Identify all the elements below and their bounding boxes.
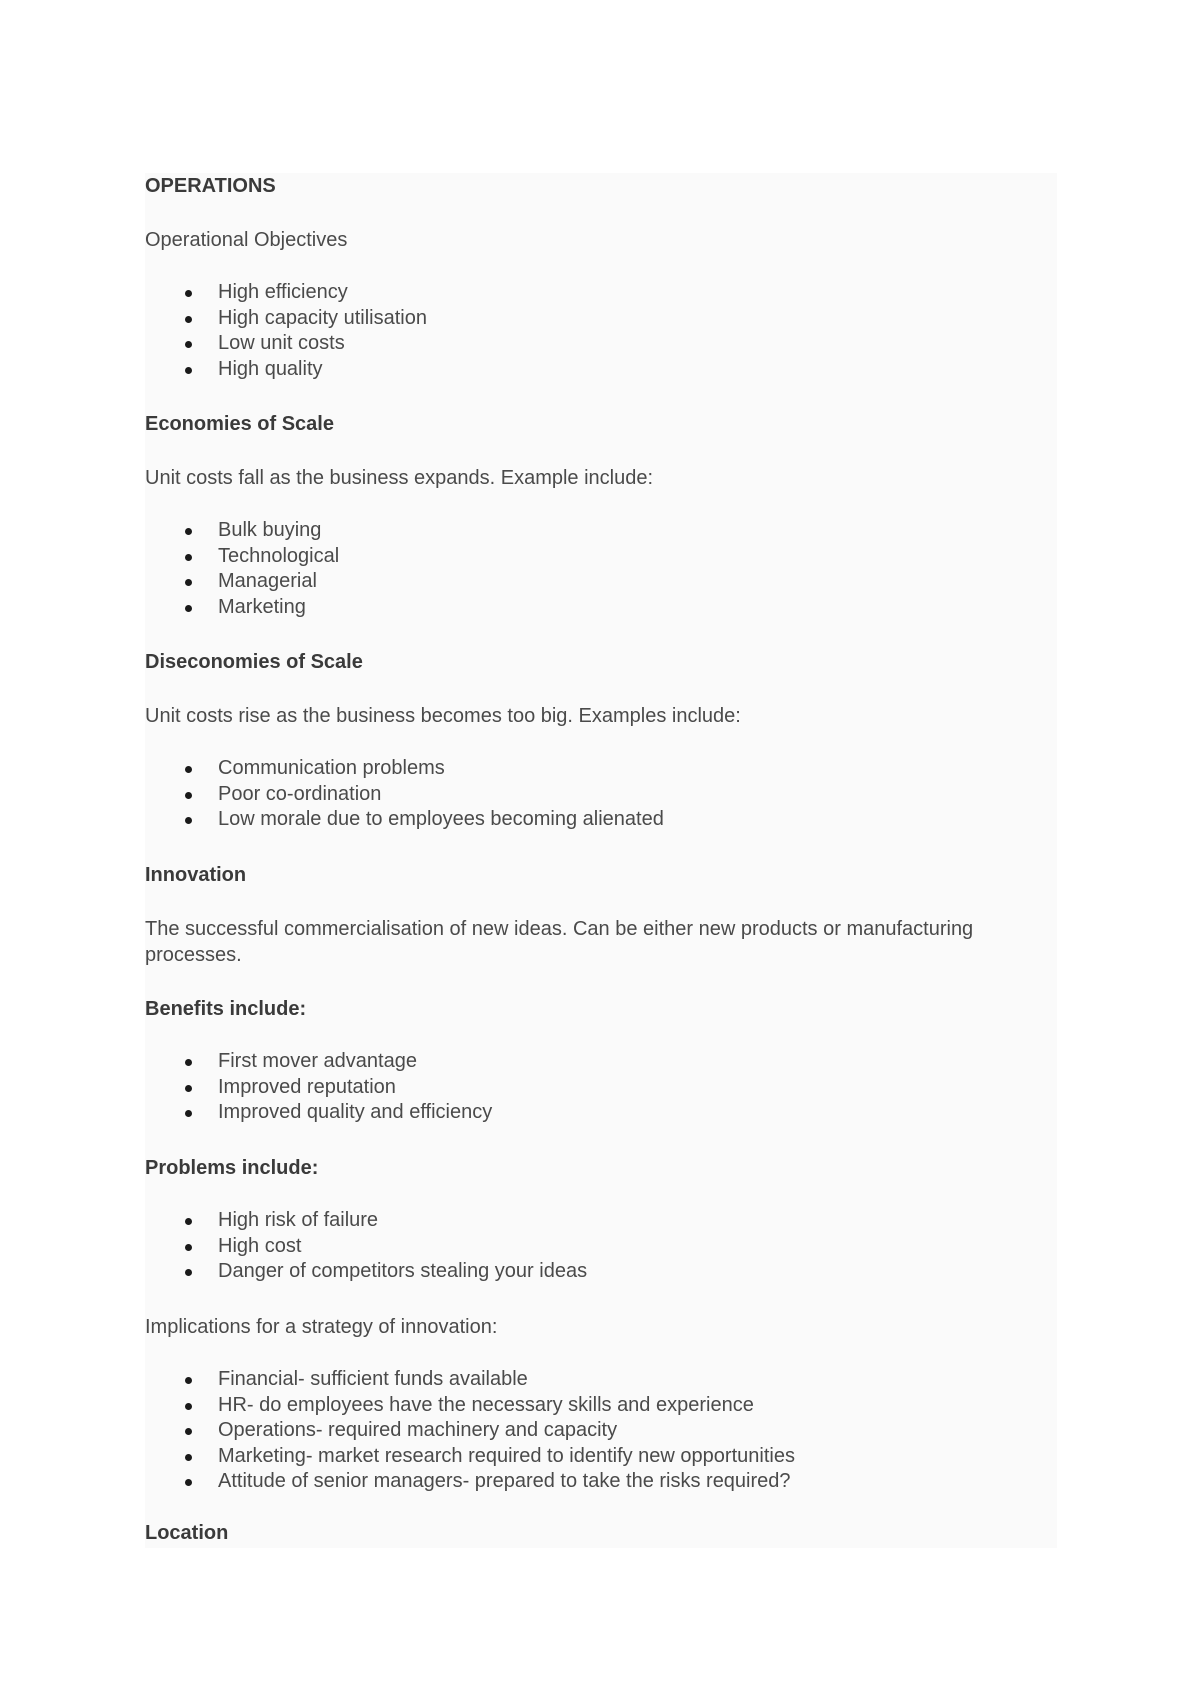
dos-text: Unit costs rise as the business becomes too big. Examples include: [145,705,741,727]
bullet-icon [185,1479,192,1486]
dos-list [145,756,1057,833]
bullet-icon [185,817,192,824]
list-item: Marketing- market research required to identify new opportunities [145,1444,1057,1470]
list-item: Communication problems [145,756,1057,782]
bullet-icon [185,1110,192,1117]
list-item: HR- do employees have the necessary skills and experience [145,1393,1057,1419]
list-item: Improved quality and efficiency [145,1100,1057,1126]
bullet-icon [185,554,192,561]
bullet-icon [185,341,192,348]
bullet-icon [185,1085,192,1092]
bullet-icon [185,1377,192,1384]
list-item: Bulk buying [145,518,1057,544]
bullet-icon [185,290,192,297]
benefits-heading: Benefits include: [145,998,307,1020]
eos-list [145,518,1057,620]
list-item: Low morale due to employees becoming alienated [145,807,1057,833]
problems-list [145,1208,1057,1285]
list-item: Attitude of senior managers- prepared to take the risks required? [145,1469,1057,1495]
document-title: OPERATIONS [145,175,276,197]
eos-heading: Economies of Scale [145,413,334,435]
innovation-heading: Innovation [145,864,247,886]
list-item: Operations- required machinery and capacity [145,1418,1057,1444]
bullet-icon [185,367,192,374]
list-item: High efficiency [145,280,1057,306]
bullet-icon [185,1059,192,1066]
dos-heading: Diseconomies of Scale [145,651,363,673]
bullet-icon [185,792,192,799]
list-item: Financial- sufficient funds available [145,1367,1057,1393]
page-content-area [145,173,1057,1548]
list-item: Poor co-ordination [145,782,1057,808]
list-item: First mover advantage [145,1049,1057,1075]
location-heading: Location [145,1522,229,1544]
problems-heading: Problems include: [145,1157,319,1179]
bullet-icon [185,766,192,773]
list-item: Technological [145,544,1057,570]
list-item: Marketing [145,595,1057,621]
bullet-icon [185,316,192,323]
bullet-icon [185,1454,192,1461]
bullet-icon [185,528,192,535]
bullet-icon [185,579,192,586]
list-item: Managerial [145,569,1057,595]
eos-text: Unit costs fall as the business expands. Example include: [145,467,654,489]
bullet-icon [185,1218,192,1225]
list-item: High capacity utilisation [145,306,1057,332]
bullet-icon [185,1244,192,1251]
list-item: Improved reputation [145,1075,1057,1101]
bullet-icon [185,1269,192,1276]
objectives-list [145,280,1057,382]
benefits-list [145,1049,1057,1126]
list-item: High cost [145,1234,1057,1260]
list-item: Low unit costs [145,331,1057,357]
implications-text: Implications for a strategy of innovation: [145,1316,498,1338]
bullet-icon [185,1428,192,1435]
bullet-icon [185,1403,192,1410]
list-item: High quality [145,357,1057,383]
objectives-label: Operational Objectives [145,229,348,251]
implications-list [145,1367,1057,1495]
list-item: High risk of failure [145,1208,1057,1234]
innovation-text: The successful commercialisation of new ideas. Can be either new products or manufacturing processes. [145,918,974,966]
list-item: Danger of competitors stealing your ideas [145,1259,1057,1285]
bullet-icon [185,605,192,612]
